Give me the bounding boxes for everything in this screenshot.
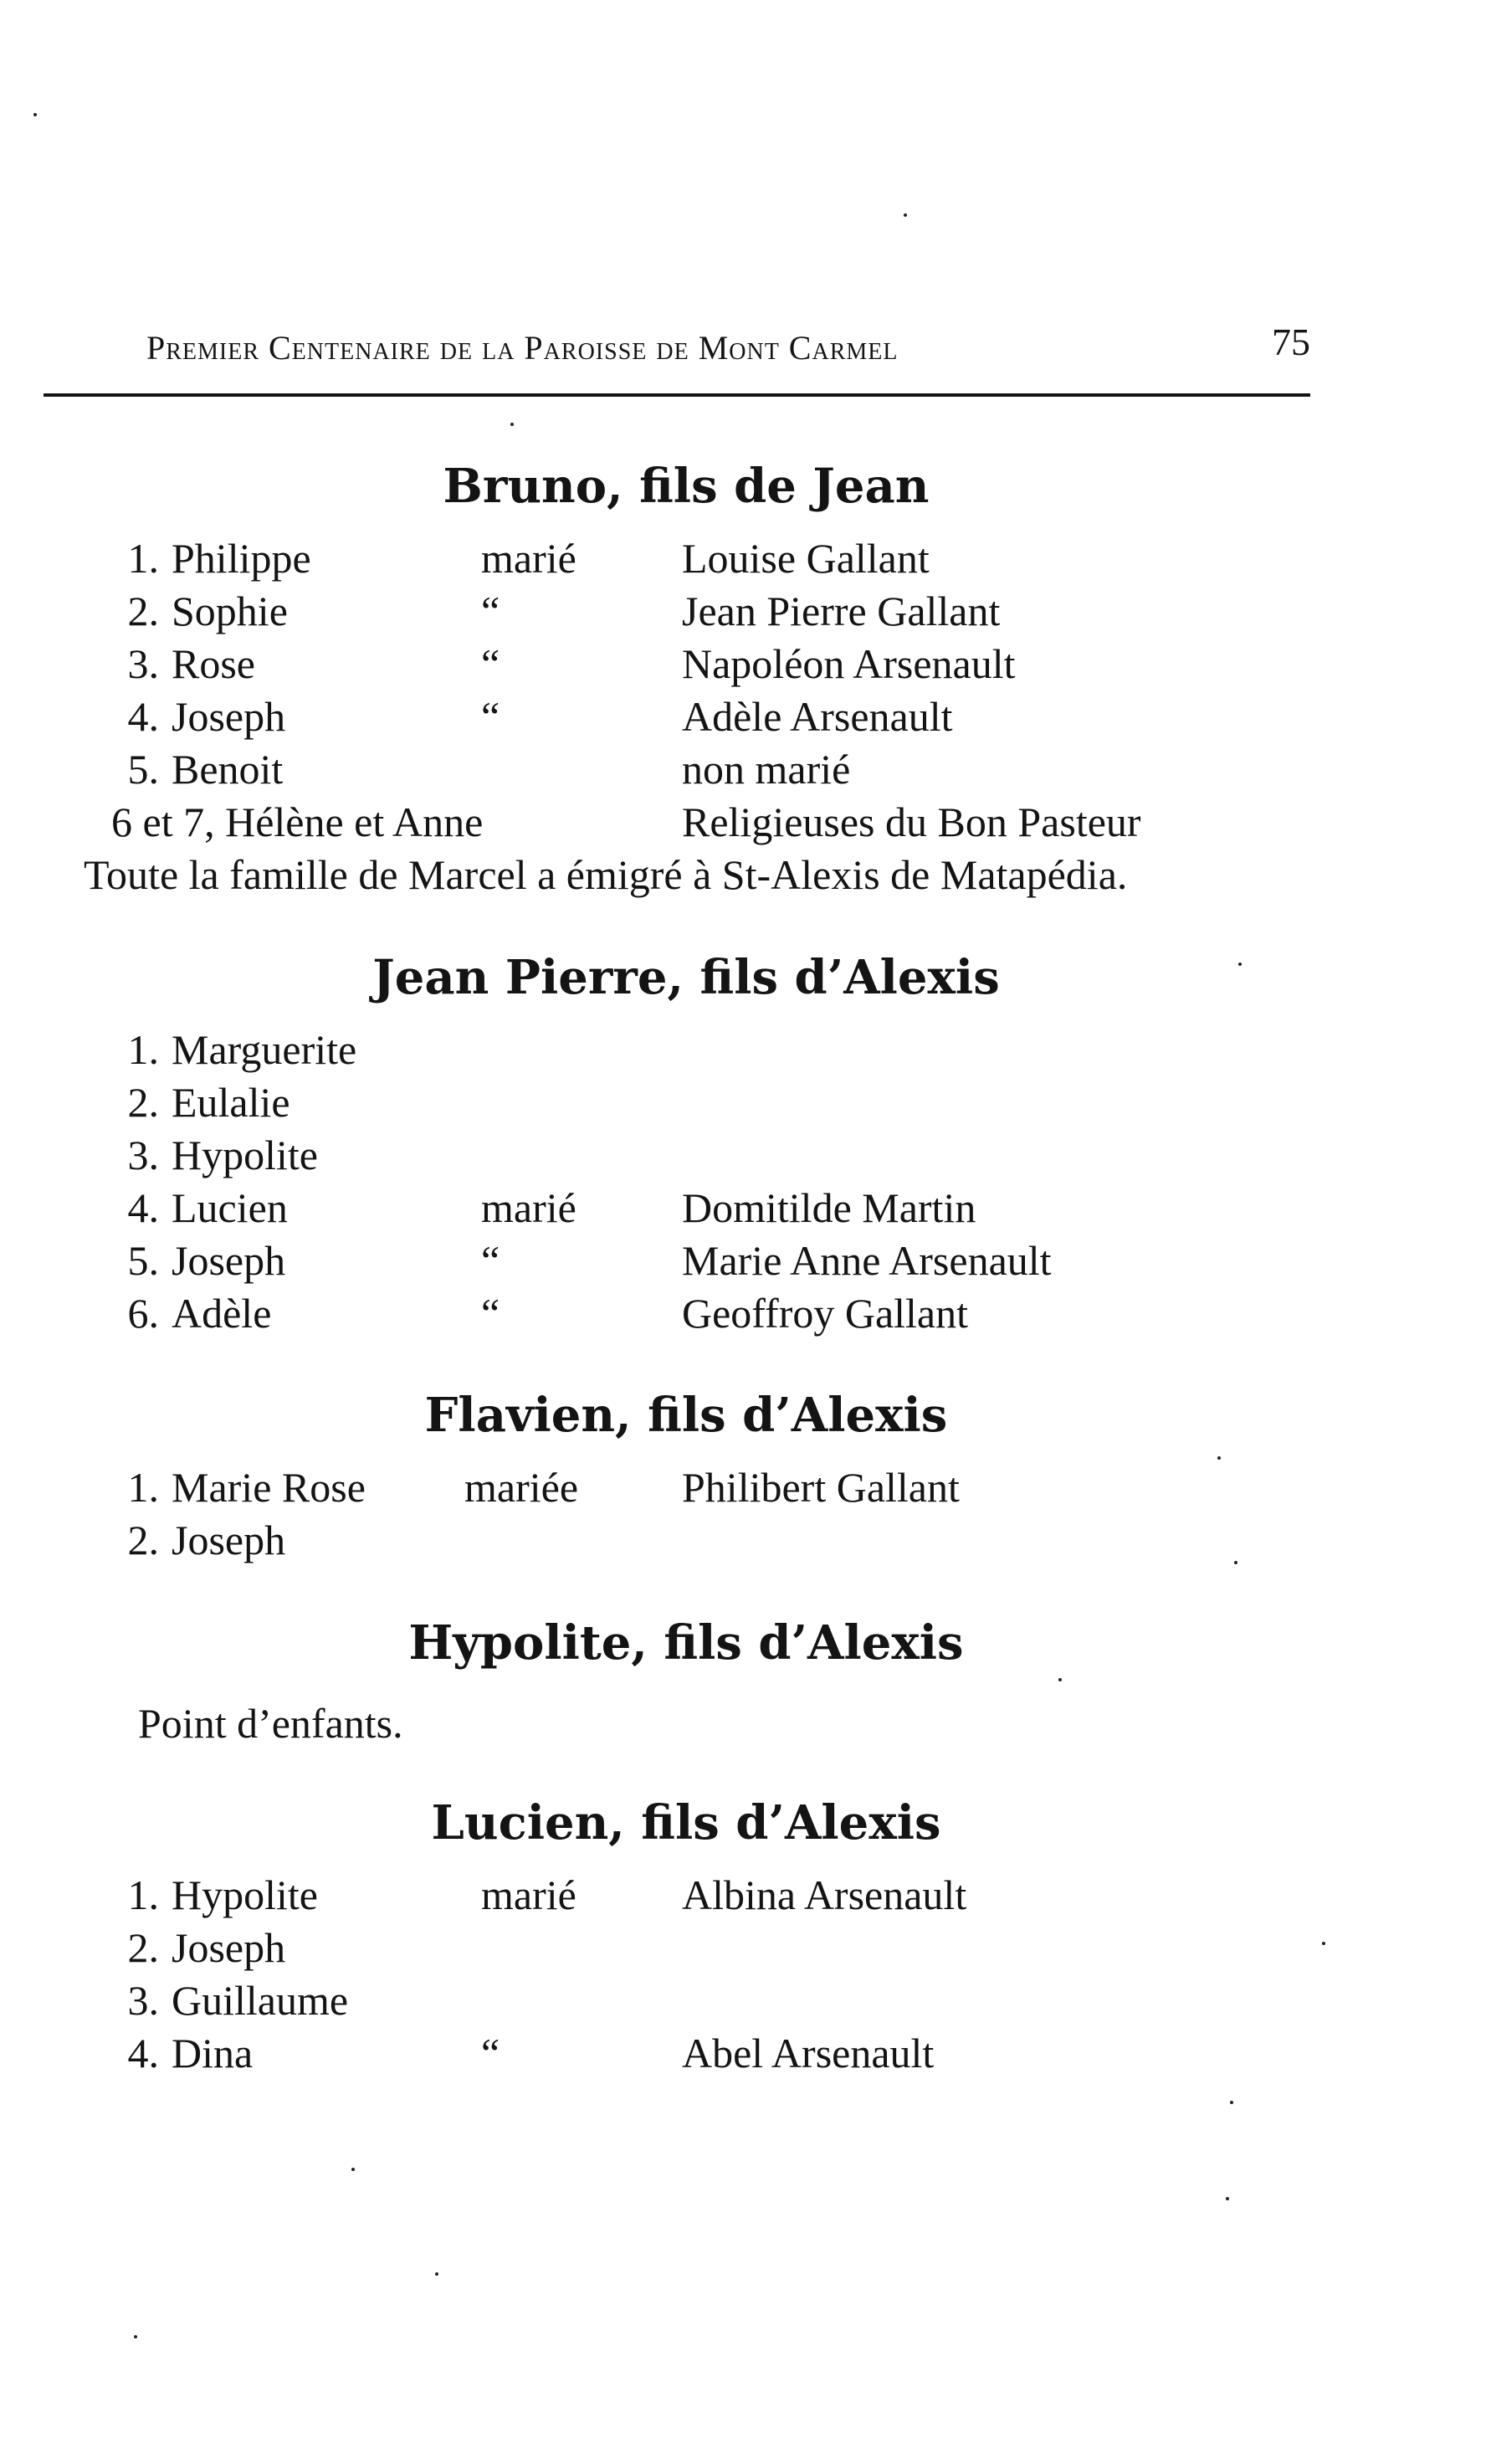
entry-name: Guillaume [172,1977,349,2024]
scan-speck [1234,1561,1237,1564]
entry-name: Philippe [172,535,311,582]
entry-spouse: Philibert Gallant [682,1464,960,1511]
list-item [0,1871,1491,1921]
list-item [0,1976,1491,2026]
entry-spouse: Adèle Arsenault [682,693,953,740]
entry-name: Benoit [172,746,284,793]
entry-spouse: Albina Arsenault [682,1871,967,1918]
scan-speck [1226,2197,1229,2200]
entry-number: 1. [127,1464,159,1511]
entry-number: 1. [127,535,159,582]
entry-number: 4. [127,693,159,740]
entry-spouse: Abel Arsenault [682,2030,935,2076]
entry-status: “ [481,1290,500,1337]
entry-name: Sophie [172,588,288,634]
section-title-jean-pierre: Jean Pierre, fils d’Alexis [372,950,1000,1005]
section-note: Point d’enfants. [138,1700,403,1747]
scan-speck [904,213,907,217]
list-item [0,1463,1491,1513]
list-item [0,1025,1491,1075]
scan-speck [351,2168,355,2171]
entry-number: 2. [127,588,159,634]
list-item [0,798,1491,848]
list-item [0,1078,1491,1128]
list-item [0,1923,1491,1974]
entry-number: 2. [127,1924,159,1971]
list-item [0,534,1491,584]
page-number: 75 [1272,321,1310,363]
list-item [0,639,1491,690]
entry-name: Hypolite [172,1871,318,1918]
entry-name: Marie Rose [172,1464,366,1511]
entry-spouse: Jean Pierre Gallant [682,588,1001,634]
entry-name: Marguerite [172,1026,357,1073]
scan-speck [134,2335,137,2338]
entry-label: 6 et 7, Hélène et Anne [111,798,484,845]
entry-name: Hypolite [172,1132,318,1178]
scan-speck [510,423,514,426]
entry-name: Dina [172,2030,254,2076]
list-item [0,1131,1491,1181]
entry-number: 5. [127,1237,159,1284]
entry-status: “ [481,588,500,634]
scan-speck [435,2272,438,2276]
section-title-flavien: Flavien, fils d’Alexis [424,1388,948,1443]
entry-status: marié [481,535,576,582]
entry-status: “ [481,640,500,687]
entry-spouse: Geoffroy Gallant [682,1290,969,1337]
entry-status: “ [481,1237,500,1284]
section-title-bruno: Bruno, fils de Jean [443,459,930,514]
entry-name: Rose [172,640,255,687]
entry-name: Joseph [172,1517,286,1563]
entry-spouse: non marié [682,746,851,793]
list-item [0,1516,1491,1566]
header-rule [44,393,1310,397]
list-item [0,692,1491,742]
list-item [0,1289,1491,1339]
list-item [0,2029,1491,2079]
entry-name: Joseph [172,693,286,740]
entry-name: Joseph [172,1237,286,1284]
entry-status: marié [481,1871,576,1918]
scan-speck [1058,1678,1062,1681]
entry-number: 3. [127,1132,159,1178]
entry-name: Eulalie [172,1079,290,1126]
scan-speck [33,113,37,116]
entry-name: Joseph [172,1924,286,1971]
list-item [0,745,1491,795]
entry-status: marié [481,1184,576,1231]
entry-spouse: Marie Anne Arsenault [682,1237,1052,1284]
entry-name: Adèle [172,1290,272,1337]
section-title-lucien: Lucien, fils d’Alexis [431,1795,941,1851]
running-header: Premier Centenaire de la Paroisse de Mont Carmel [146,329,899,367]
family-note: Toute la famille de Marcel a émigré à St-Alexis de Matapédia. [84,851,1128,898]
entry-number: 4. [127,1184,159,1231]
entry-status: mariée [464,1464,579,1511]
entry-spouse: Louise Gallant [682,535,930,582]
scan-speck [1322,1942,1325,1945]
section-title-hypolite: Hypolite, fils d’Alexis [408,1615,964,1671]
list-item [0,1183,1491,1234]
list-item [0,587,1491,637]
entry-number: 6. [127,1290,159,1337]
scan-speck [1230,2101,1233,2104]
entry-number: 3. [127,1977,159,2024]
entry-number: 2. [127,1079,159,1126]
entry-name: Lucien [172,1184,288,1231]
entry-number: 1. [127,1026,159,1073]
entry-number: 1. [127,1871,159,1918]
scan-speck [1217,1456,1221,1460]
list-item [0,1236,1491,1286]
entry-status: “ [481,2030,500,2076]
scan-speck [1238,963,1242,966]
entry-spouse: Religieuses du Bon Pasteur [682,798,1141,845]
entry-number: 5. [127,746,159,793]
entry-spouse: Domitilde Martin [682,1184,976,1231]
entry-spouse: Napoléon Arsenault [682,640,1016,687]
entry-number: 3. [127,640,159,687]
entry-number: 2. [127,1517,159,1563]
entry-number: 4. [127,2030,159,2076]
entry-status: “ [481,693,500,740]
